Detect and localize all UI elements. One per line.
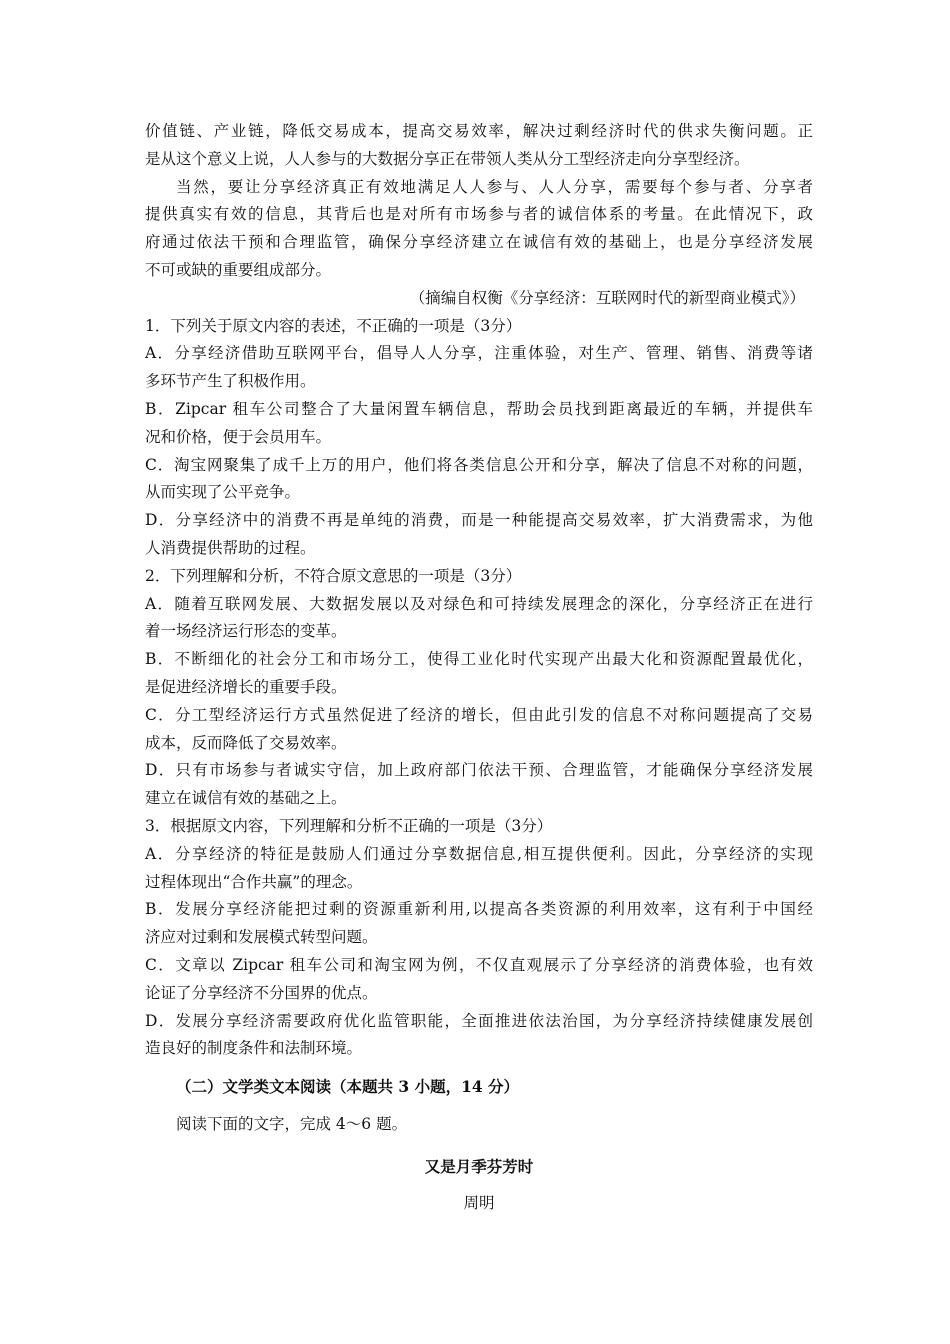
page-content xyxy=(145,118,813,1221)
option-d-line2: 造良好的制度条件和法制环境。 xyxy=(145,1039,363,1058)
option-a-line1: A．分享经济借助互联网平台，倡导人人分享，注重体验，对生产、管理、销售、消费等诸 xyxy=(145,344,813,363)
option-a-line2: 过程体现出“合作共赢”的理念。 xyxy=(145,872,363,891)
option-d-line1: D．分享经济中的消费不再是单纯的消费，而是一种能提高交易效率，扩大消费需求，为他 xyxy=(145,511,813,530)
option-c-line2: 论证了分享经济不分国界的优点。 xyxy=(145,983,378,1002)
question-stem: 3．根据原文内容，下列理解和分析不正确的一项是（3分） xyxy=(145,816,553,835)
section-heading: （二）文学类文本阅读（本题共 3 小题，14 分） xyxy=(176,1077,520,1097)
paragraph-line: 不可或缺的重要组成部分。 xyxy=(145,260,332,279)
option-b-line2: 济应对过剩和发展模式转型问题。 xyxy=(145,928,378,947)
option-a-line1: A．随着互联网发展、大数据发展以及对绿色和可持续发展理念的深化，分享经济正在进行 xyxy=(145,594,813,613)
option-d-line2: 人消费提供帮助的过程。 xyxy=(145,538,316,557)
option-c-line2: 从而实现了公平竞争。 xyxy=(145,483,301,502)
option-b-line1: B．发展分享经济能把过剩的资源重新利用,以提高各类资源的利用效率，这有利于中国经 xyxy=(145,900,813,919)
passage-line: 是从这个意义上说，人人参与的大数据分享正在带领人类从分工型经济走向分享型经济。 xyxy=(145,149,750,168)
article-title: 又是月季芬芳时 xyxy=(424,1156,534,1176)
option-b-line1: B．Zipcar 租车公司整合了大量闲置车辆信息，帮助会员找到距离最近的车辆，并提供车 xyxy=(145,399,813,418)
option-a-line1: A．分享经济的特征是鼓励人们通过分享数据信息,相互提供便利。因此，分享经济的实现 xyxy=(145,844,813,863)
option-c-line1: C．分工型经济运行方式虽然促进了经济的增长，但由此引发的信息不对称问题提高了交易 xyxy=(145,705,813,724)
paragraph-line: 当然，要让分享经济真正有效地满足人人参与、人人分享，需要每个参与者、分享者 xyxy=(176,177,813,196)
option-c-line1: C．淘宝网聚集了成千上万的用户，他们将各类信息公开和分享，解决了信息不对称的问题， xyxy=(145,455,813,474)
article-author: 周明 xyxy=(463,1193,495,1212)
source-citation: （摘编自权衡《分享经济：互联网时代的新型商业模式》） xyxy=(409,288,805,307)
paragraph-line: 府通过依法干预和合理监管，确保分享经济建立在诚信有效的基础上，也是分享经济发展 xyxy=(145,233,813,252)
section-gap xyxy=(145,1139,813,1149)
option-d-line1: D．发展分享经济需要政府优化监管职能，全面推进依法治国，为分享经济持续健康发展创 xyxy=(145,1011,813,1030)
option-a-line2: 着一场经济运行形态的变革。 xyxy=(145,622,347,641)
reading-instruction: 阅读下面的文字，完成 4～6 题。 xyxy=(176,1114,408,1133)
option-c-line2: 成本，反而降低了交易效率。 xyxy=(145,733,347,752)
option-c-line1: C．文章以 Zipcar 租车公司和淘宝网为例，不仅直观展示了分享经济的消费体验，也有效 xyxy=(145,955,813,974)
option-b-line2: 是促进经济增长的重要手段。 xyxy=(145,677,347,696)
section-gap xyxy=(145,1101,813,1111)
option-b-line2: 况和价格，便于会员用车。 xyxy=(145,427,332,446)
section-gap xyxy=(145,1063,813,1073)
option-a-line2: 多环节产生了积极作用。 xyxy=(145,372,316,391)
question-stem: 1．下列关于原文内容的表述，不正确的一项是（3分） xyxy=(145,316,522,335)
option-d-line2: 建立在诚信有效的基础之上。 xyxy=(145,789,347,808)
option-b-line1: B．不断细化的社会分工和市场分工，使得工业化时代实现产出最大化和资源配置最优化， xyxy=(145,650,813,669)
question-stem: 2．下列理解和分析，不符合原文意思的一项是（3分） xyxy=(145,566,522,585)
option-d-line1: D．只有市场参与者诚实守信，加上政府部门依法干预、合理监管，才能确保分享经济发展 xyxy=(145,761,813,780)
passage-line: 价值链、产业链，降低交易成本，提高交易效率，解决过剩经济时代的供求失衡问题。正 xyxy=(145,122,813,140)
paragraph-line: 提供真实有效的信息，其背后也是对所有市场参与者的诚信体系的考量。在此情况下，政 xyxy=(145,205,813,224)
